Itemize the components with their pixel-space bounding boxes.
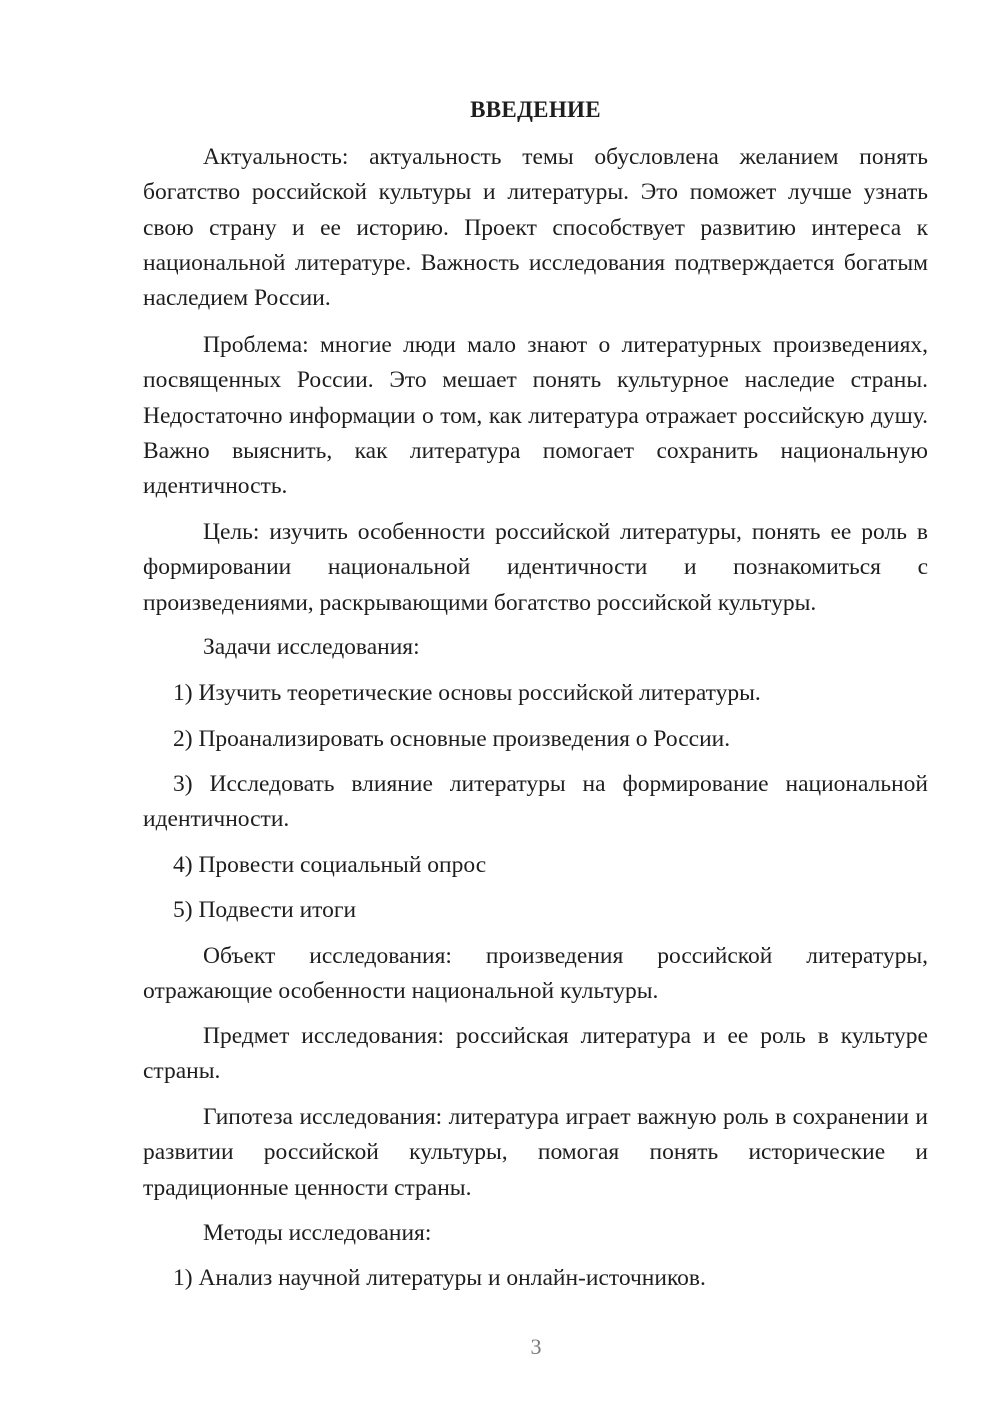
task-item-5: 5) Подвести итоги <box>173 897 357 923</box>
hypothesis-paragraph: Гипотеза исследования: литература играет важную роль в сохранении и развитии российской культуры, помогая понять исторические и традиционные ценности страны. <box>143 1104 928 1201</box>
task-item-3: 3) Исследовать влияние литературы на формирование национальной идентичности. <box>143 771 928 833</box>
subject-paragraph: Предмет исследования: российская литература и ее роль в культуре страны. <box>143 1023 928 1085</box>
task-item-2: 2) Проанализировать основные произведения о России. <box>173 726 731 752</box>
problem-paragraph: Проблема: многие люди мало знают о литературных произведениях, посвященных России. Это мешает понять культурное наследие страны. Недостаточно информации о том, как литература отражает российскую душу. Важно выяснить, как литература помогает сохранить национальную идентичность. <box>143 332 928 500</box>
goal-paragraph: Цель: изучить особенности российской литературы, понять ее роль в формировании национальной идентичности и познакомиться с произведениями, раскрывающими богатство российской культуры. <box>143 519 928 616</box>
tasks-heading-paragraph: Задачи исследования: <box>203 634 420 660</box>
task-item-1: 1) Изучить теоретические основы российской литературы. <box>173 680 761 706</box>
methods-heading-paragraph: Методы исследования: <box>203 1220 432 1246</box>
object-paragraph: Объект исследования: произведения российской литературы, отражающие особенности национальной культуры. <box>143 943 928 1005</box>
page-number: 3 <box>530 1334 542 1359</box>
relevance-paragraph: Актуальность: актуальность темы обусловлена желанием понять богатство российской культуры и литературы. Это поможет лучше узнать свою страну и ее историю. Проект способствует развитию интереса к национальной литературе. Важность исследования подтверждается богатым наследием России. <box>143 144 928 312</box>
task-item-4: 4) Провести социальный опрос <box>173 852 487 878</box>
method-item-1: 1) Анализ научной литературы и онлайн-источников. <box>173 1265 706 1291</box>
section-heading: ВВЕДЕНИЕ <box>470 97 601 122</box>
